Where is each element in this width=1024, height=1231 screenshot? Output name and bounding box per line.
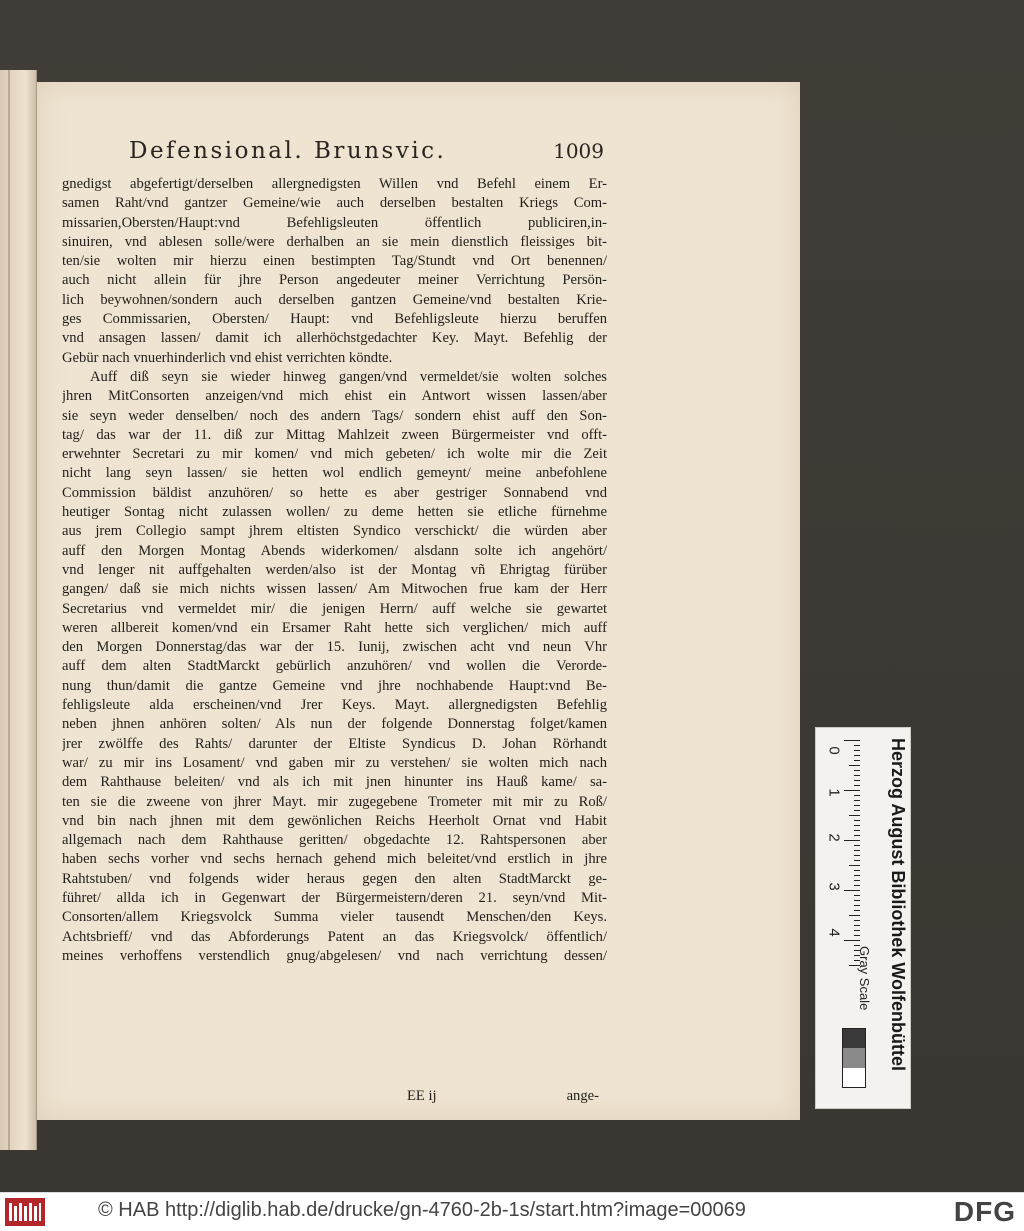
text-line: lich beywohnen/sondern auch derselben gantzen Gemeine/vnd bestalten Krie- bbox=[62, 291, 607, 308]
gray-swatch-mid bbox=[843, 1048, 865, 1067]
text-line: neben jhnen anhören solten/ Als nun der folgende Donnerstag folget/kamen bbox=[62, 716, 607, 733]
text-line: den Morgen Donnerstag/das war der 15. Iunij, zwischen acht vnd neun Vhr bbox=[62, 639, 607, 656]
ruler-label: 4 bbox=[825, 928, 843, 937]
ruler-ticks bbox=[844, 740, 860, 970]
text-line: Consorten/allem Kriegsvolck Summa vieler tausendt Menschen/den Keys. bbox=[62, 909, 607, 926]
text-line: Auff diß seyn sie wieder hinweg gangen/vnd vermeldet/sie wolten solches bbox=[90, 368, 607, 385]
ruler-label: 0 bbox=[825, 746, 843, 755]
previous-page-edge bbox=[0, 70, 37, 1150]
text-line: ges Commissarien, Obersten/ Haupt: vnd Befehligsleute hierzu beruffen bbox=[62, 311, 607, 328]
text-line: führet/ allda ich in Gegenwart der Bürgermeistern/deren 21. seyn/vnd Mit- bbox=[62, 889, 607, 906]
text-line: meines verhoffens verstendlich gnug/abgelesen/ vnd nach verrichtung dessen/ bbox=[62, 947, 607, 964]
gray-scale-swatches bbox=[842, 1028, 866, 1088]
gray-swatch-light bbox=[843, 1068, 865, 1087]
text-line: aus jrem Collegio sampt jhrem eltisten Syndico verschickt/ die würden aber bbox=[62, 523, 607, 540]
book-page bbox=[37, 82, 800, 1120]
text-line: vnd bin nach jhnen mit dem gewönlichen Reichs Heerholt Ornat vnd Habit bbox=[62, 812, 607, 829]
footer-bar bbox=[0, 1192, 1024, 1231]
text-line: gangen/ daß sie mich nichts wissen lassen/ Am Mitwochen frue kam der Herr bbox=[62, 581, 607, 598]
text-line: missarien,Obersten/Haupt:vnd Befehligsleuten öffentlich publiciren,in- bbox=[62, 214, 607, 231]
text-line: Commission bäldist anzuhören/ so hette es aber gestriger Sonnabend vnd bbox=[62, 484, 607, 501]
text-line: weren allbereit komen/vnd ein Ersamer Raht hette sich verglichen/ mich auff bbox=[62, 619, 607, 636]
text-line: ten/sie wolten mir hierzu einen bestimpten Tag/Stundt vnd Ort benennen/ bbox=[62, 253, 607, 270]
text-line: Rahtstuben/ vnd folgends wider heraus gegen den alten StadtMarckt ge- bbox=[62, 870, 607, 887]
gray-swatch-dark bbox=[843, 1029, 865, 1048]
library-name: Herzog August Bibliothek Wolfenbüttel bbox=[888, 738, 908, 1071]
text-line: vnd ansagen lassen/ damit ich allerhöchstgedachter Key. Mayt. Befehlig der bbox=[62, 330, 607, 347]
text-line: Gebür nach vnuerhinderlich vnd ehist verrichten köndte. bbox=[62, 349, 393, 366]
gray-scale-label: Gray Scale bbox=[857, 946, 872, 1011]
text-line: tag/ das war der 11. diß zur Mittag Mahlzeit zween Bürgermeister vnd offt- bbox=[62, 426, 607, 443]
text-line: dem Rahthause beleiten/ vnd als ich mit jnen hinunter ins Hauß kame/ sa- bbox=[62, 774, 607, 791]
text-line: Secretarius vnd vermeldet mir/ die jenigen Herrn/ auff welche sie gewartet bbox=[62, 600, 607, 617]
text-line: fehligsleute alda erscheinen/vnd Jrer Keys. Mayt. allergnedigsten Befehlig bbox=[62, 697, 607, 714]
text-line: vnd lenger nit auffgehalten werden/also ist der Montag vñ Ehrigtag fürüber bbox=[62, 561, 607, 578]
text-line: jrer zwölffe des Rahts/ darunter der Eltiste Syndicus D. Johan Rörhandt bbox=[62, 735, 607, 752]
text-line: jhren MitConsorten anzeigen/vnd mich ehist ein Antwort wissen lassen/aber bbox=[62, 388, 607, 405]
text-line: sinuiren, vnd ablesen solle/were derhalben an sie mein dienstlich fleissiges bit- bbox=[62, 233, 607, 250]
catchword: ange- bbox=[566, 1088, 599, 1104]
text-line: allgemach nach dem Rahthause geritten/ obgedachte 12. Rahtspersonen aber bbox=[62, 832, 607, 849]
text-line: heutiger Sontag nicht zulassen wollen/ zu deme hetten sie etliche fürnehme bbox=[62, 504, 607, 521]
body-text bbox=[62, 175, 607, 966]
copyright-link[interactable]: © HAB http://diglib.hab.de/drucke/gn-4760-2b-1s/start.htm?image=00069 bbox=[98, 1199, 746, 1221]
text-line: gnedigst abgefertigt/derselben allergnedigsten Willen vnd Befehl einem Er- bbox=[62, 176, 607, 192]
running-head-title: Defensional. Brunsvic. bbox=[129, 138, 447, 164]
text-line: nicht lang seyn lassen/ sie hetten wol endlich gemeynt/ meine anbefohlene bbox=[62, 465, 607, 482]
text-line: auff dem alten StadtMarckt gebürlich anzuhören/ vnd wollen die Verorde- bbox=[62, 658, 607, 675]
text-line: ten sie die zweene von jhrer Mayt. mir zugegebene Trometer mit mir zu Roß/ bbox=[62, 793, 607, 810]
ruler-label: 1 bbox=[825, 788, 843, 797]
text-line: auch nicht allein für jhre Person angedeuter meiner Verrichtung Persön- bbox=[62, 272, 607, 289]
dfg-logo: DFG bbox=[953, 1196, 1016, 1227]
text-line: war/ zu mir ins Losament/ vnd gaben mir zu verstehen/ sie wolten mich nach bbox=[62, 754, 607, 771]
ruler-label: 2 bbox=[825, 833, 843, 842]
text-line: samen Raht/vnd gantzer Gemeine/wie auch derselben bestalten Kriegs Com- bbox=[62, 195, 607, 212]
text-line: Achtsbrieff/ vnd das Abforderungs Patent an das Kriegsvolck/ öffentlich/ bbox=[62, 928, 607, 945]
text-line: auff den Morgen Montag Abends widerkomen/ alsdann solte ich angehört/ bbox=[62, 542, 607, 559]
hab-logo-icon bbox=[5, 1198, 45, 1226]
running-head bbox=[129, 138, 604, 164]
signature-mark: EE ij bbox=[407, 1088, 437, 1104]
page-number: 1009 bbox=[553, 139, 604, 163]
page-footer-marks bbox=[62, 1088, 607, 1108]
text-line: haben sechs vorher vnd sechs hernach gehend mich beleitet/vnd erstlich in jhre bbox=[62, 851, 607, 868]
color-target-card bbox=[815, 727, 911, 1109]
text-line: nung thun/damit die gantze Gemeine vnd jhre nochhabende Haupt:vnd Be- bbox=[62, 677, 607, 694]
text-line: erwehnter Secretari zu mir komen/ vnd mich gebeten/ ich wolte mir die Zeit bbox=[62, 446, 607, 463]
text-line: sie seyn weder denselben/ noch des andern Tags/ sondern ehist auff den Son- bbox=[62, 407, 607, 424]
ruler-label: 3 bbox=[825, 882, 843, 891]
